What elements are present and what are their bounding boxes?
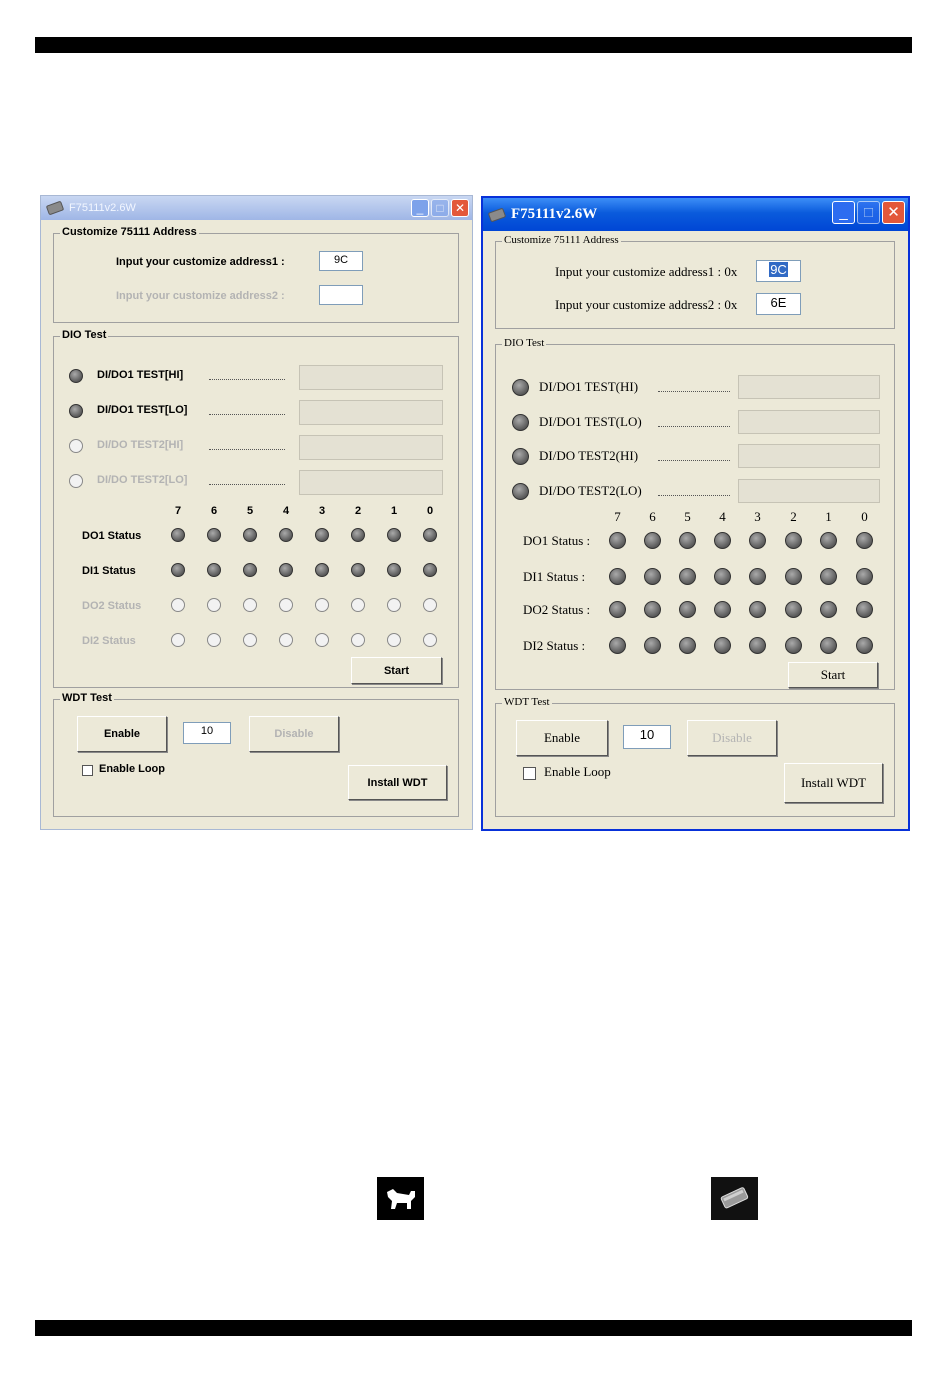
- status-led: [315, 528, 329, 542]
- status-row-label: DI2 Status: [82, 635, 136, 647]
- status-led: [785, 601, 802, 618]
- status-led: [207, 563, 221, 577]
- bit-number: 7: [614, 509, 621, 524]
- test-result-field: [299, 470, 443, 495]
- leader-dots: [658, 391, 730, 392]
- status-led: [644, 532, 661, 549]
- leader-dots: [658, 460, 730, 461]
- test-label: DI/DO1 TEST[LO]: [97, 404, 188, 416]
- status-led: [644, 637, 661, 654]
- status-row-label: DI1 Status: [82, 565, 136, 577]
- maximize-button[interactable]: □: [857, 201, 880, 224]
- status-led: [820, 532, 837, 549]
- status-led: [609, 532, 626, 549]
- chip-icon: [488, 207, 506, 222]
- chip-icon: [711, 1177, 758, 1220]
- address1-label: Input your customize address1 :: [116, 256, 285, 268]
- close-button[interactable]: ✕: [882, 201, 905, 224]
- enable-loop-label: Enable Loop: [544, 764, 611, 779]
- test-result-field: [738, 444, 880, 468]
- address-group-label: Customize 75111 Address: [62, 226, 197, 238]
- bit-number: 5: [684, 509, 691, 524]
- status-led: [171, 633, 185, 647]
- status-led: [785, 568, 802, 585]
- status-led: [785, 532, 802, 549]
- address-group-label: Customize 75111 Address: [504, 234, 619, 246]
- leader-dots: [209, 449, 285, 450]
- leader-dots: [658, 426, 730, 427]
- status-led: [423, 528, 437, 542]
- test-label: DI/DO TEST2[HI]: [97, 439, 184, 451]
- test-result-field: [738, 375, 880, 399]
- wdt-timer-input[interactable]: 10: [623, 725, 671, 749]
- status-led: [279, 563, 293, 577]
- test-label: DI/DO TEST2[LO]: [97, 474, 188, 486]
- address2-input[interactable]: 6E: [756, 293, 801, 315]
- status-row-label: DO2 Status: [82, 600, 142, 612]
- leader-dots: [209, 379, 285, 380]
- bit-number: 3: [754, 509, 761, 524]
- status-led: [820, 568, 837, 585]
- status-led: [207, 633, 221, 647]
- status-led: [609, 568, 626, 585]
- dio-group-label: DIO Test: [62, 329, 107, 341]
- status-led: [351, 563, 365, 577]
- status-led: [243, 598, 257, 612]
- window-title: F75111v2.6W: [511, 206, 598, 222]
- status-row-label: DO1 Status: [82, 530, 142, 542]
- title-bar[interactable]: [41, 196, 472, 220]
- wdt-disable-button[interactable]: Disable: [687, 720, 777, 756]
- chip-icon: [46, 201, 64, 216]
- status-led: [243, 563, 257, 577]
- leader-dots: [658, 495, 730, 496]
- test-label: DI/DO TEST2(HI): [539, 448, 639, 463]
- test-result-field: [299, 365, 443, 390]
- test-label: DI/DO TEST2(LO): [539, 483, 642, 498]
- address-group: [495, 234, 895, 329]
- status-led: [609, 601, 626, 618]
- address-group: [53, 226, 459, 323]
- status-led: [749, 637, 766, 654]
- bit-number: 0: [861, 509, 868, 524]
- status-led: [279, 598, 293, 612]
- status-led: [749, 568, 766, 585]
- address1-input[interactable]: 9C: [319, 251, 363, 271]
- leader-dots: [209, 484, 285, 485]
- status-led: [315, 563, 329, 577]
- bit-number: 4: [719, 509, 726, 524]
- minimize-button[interactable]: _: [411, 199, 429, 217]
- test-led: [512, 379, 529, 396]
- address1-value: 9C: [770, 262, 787, 277]
- header-bar: [35, 37, 912, 53]
- status-led: [714, 532, 731, 549]
- status-led: [644, 601, 661, 618]
- footer-bar: [35, 1320, 912, 1336]
- minimize-button[interactable]: _: [832, 201, 855, 224]
- status-led: [423, 598, 437, 612]
- status-led: [351, 598, 365, 612]
- status-row-label: DO1 Status :: [523, 533, 591, 548]
- status-led: [279, 633, 293, 647]
- test-label: DI/DO1 TEST(HI): [539, 379, 639, 394]
- start-button[interactable]: Start: [351, 657, 442, 684]
- status-led: [387, 633, 401, 647]
- status-led: [820, 637, 837, 654]
- status-led: [820, 601, 837, 618]
- test-result-field: [738, 479, 880, 503]
- status-row-label: DI2 Status :: [523, 638, 586, 653]
- bit-number: 7: [174, 505, 182, 517]
- status-row-label: DI1 Status :: [523, 569, 586, 584]
- test-led: [512, 483, 529, 500]
- status-led: [714, 568, 731, 585]
- wdt-group-label: WDT Test: [504, 696, 550, 708]
- status-led: [679, 568, 696, 585]
- enable-loop-checkbox[interactable]: [82, 765, 93, 776]
- status-led: [714, 601, 731, 618]
- title-bar[interactable]: [483, 198, 908, 231]
- status-led: [714, 637, 731, 654]
- dog-icon: [377, 1177, 424, 1220]
- status-led: [644, 568, 661, 585]
- status-led: [171, 528, 185, 542]
- wdt-enable-button[interactable]: Enable: [516, 720, 608, 756]
- status-led: [387, 528, 401, 542]
- status-led: [207, 598, 221, 612]
- status-led: [315, 598, 329, 612]
- bit-number: 6: [210, 505, 218, 517]
- status-led: [679, 532, 696, 549]
- install-wdt-button[interactable]: Install WDT: [348, 765, 447, 800]
- maximize-button[interactable]: □: [431, 199, 449, 217]
- window-title: F75111v2.6W: [69, 202, 136, 214]
- close-button[interactable]: ✕: [451, 199, 469, 217]
- enable-loop-checkbox[interactable]: [523, 767, 536, 780]
- status-led: [243, 528, 257, 542]
- bit-number: 1: [825, 509, 832, 524]
- bit-number: 6: [649, 509, 656, 524]
- status-led: [351, 633, 365, 647]
- test-led: [69, 439, 83, 453]
- left-app-window: [40, 195, 473, 830]
- status-led: [423, 633, 437, 647]
- status-led: [279, 528, 293, 542]
- install-wdt-button[interactable]: Install WDT: [784, 763, 883, 803]
- status-led: [749, 532, 766, 549]
- address2-label: Input your customize address2 :: [116, 290, 285, 302]
- test-led: [69, 474, 83, 488]
- wdt-timer-input[interactable]: 10: [183, 722, 231, 744]
- status-led: [387, 563, 401, 577]
- status-led: [749, 601, 766, 618]
- bit-number: 2: [354, 505, 362, 517]
- enable-loop-label: Enable Loop: [99, 763, 165, 775]
- status-led: [171, 598, 185, 612]
- status-led: [387, 598, 401, 612]
- status-led: [856, 568, 873, 585]
- status-led: [609, 637, 626, 654]
- test-led: [512, 414, 529, 431]
- bit-number: 1: [390, 505, 398, 517]
- address2-label: Input your customize address2 : 0x: [555, 297, 738, 312]
- status-led: [315, 633, 329, 647]
- status-led: [856, 532, 873, 549]
- status-led: [856, 637, 873, 654]
- test-result-field: [738, 410, 880, 434]
- status-led: [171, 563, 185, 577]
- status-row-label: DO2 Status :: [523, 602, 591, 617]
- wdt-group-label: WDT Test: [62, 692, 112, 704]
- address2-input[interactable]: [319, 285, 363, 305]
- test-label: DI/DO1 TEST(LO): [539, 414, 642, 429]
- wdt-disable-button[interactable]: Disable: [249, 716, 339, 752]
- bit-number: 4: [282, 505, 290, 517]
- dio-group-label: DIO Test: [504, 337, 545, 349]
- status-led: [351, 528, 365, 542]
- status-led: [679, 637, 696, 654]
- test-result-field: [299, 400, 443, 425]
- bit-number: 0: [426, 505, 434, 517]
- status-led: [207, 528, 221, 542]
- status-led: [785, 637, 802, 654]
- test-led: [69, 404, 83, 418]
- test-led: [69, 369, 83, 383]
- status-led: [679, 601, 696, 618]
- address1-label: Input your customize address1 : 0x: [555, 264, 738, 279]
- wdt-enable-button[interactable]: Enable: [77, 716, 167, 752]
- status-led: [243, 633, 257, 647]
- test-led: [512, 448, 529, 465]
- test-result-field: [299, 435, 443, 460]
- bit-number: 2: [790, 509, 797, 524]
- status-led: [856, 601, 873, 618]
- test-label: DI/DO1 TEST[HI]: [97, 369, 184, 381]
- status-led: [423, 563, 437, 577]
- right-app-window: [481, 196, 910, 831]
- bit-number: 5: [246, 505, 254, 517]
- start-button[interactable]: Start: [788, 662, 878, 688]
- bit-number: 3: [318, 505, 326, 517]
- address1-input[interactable]: [756, 260, 801, 282]
- leader-dots: [209, 414, 285, 415]
